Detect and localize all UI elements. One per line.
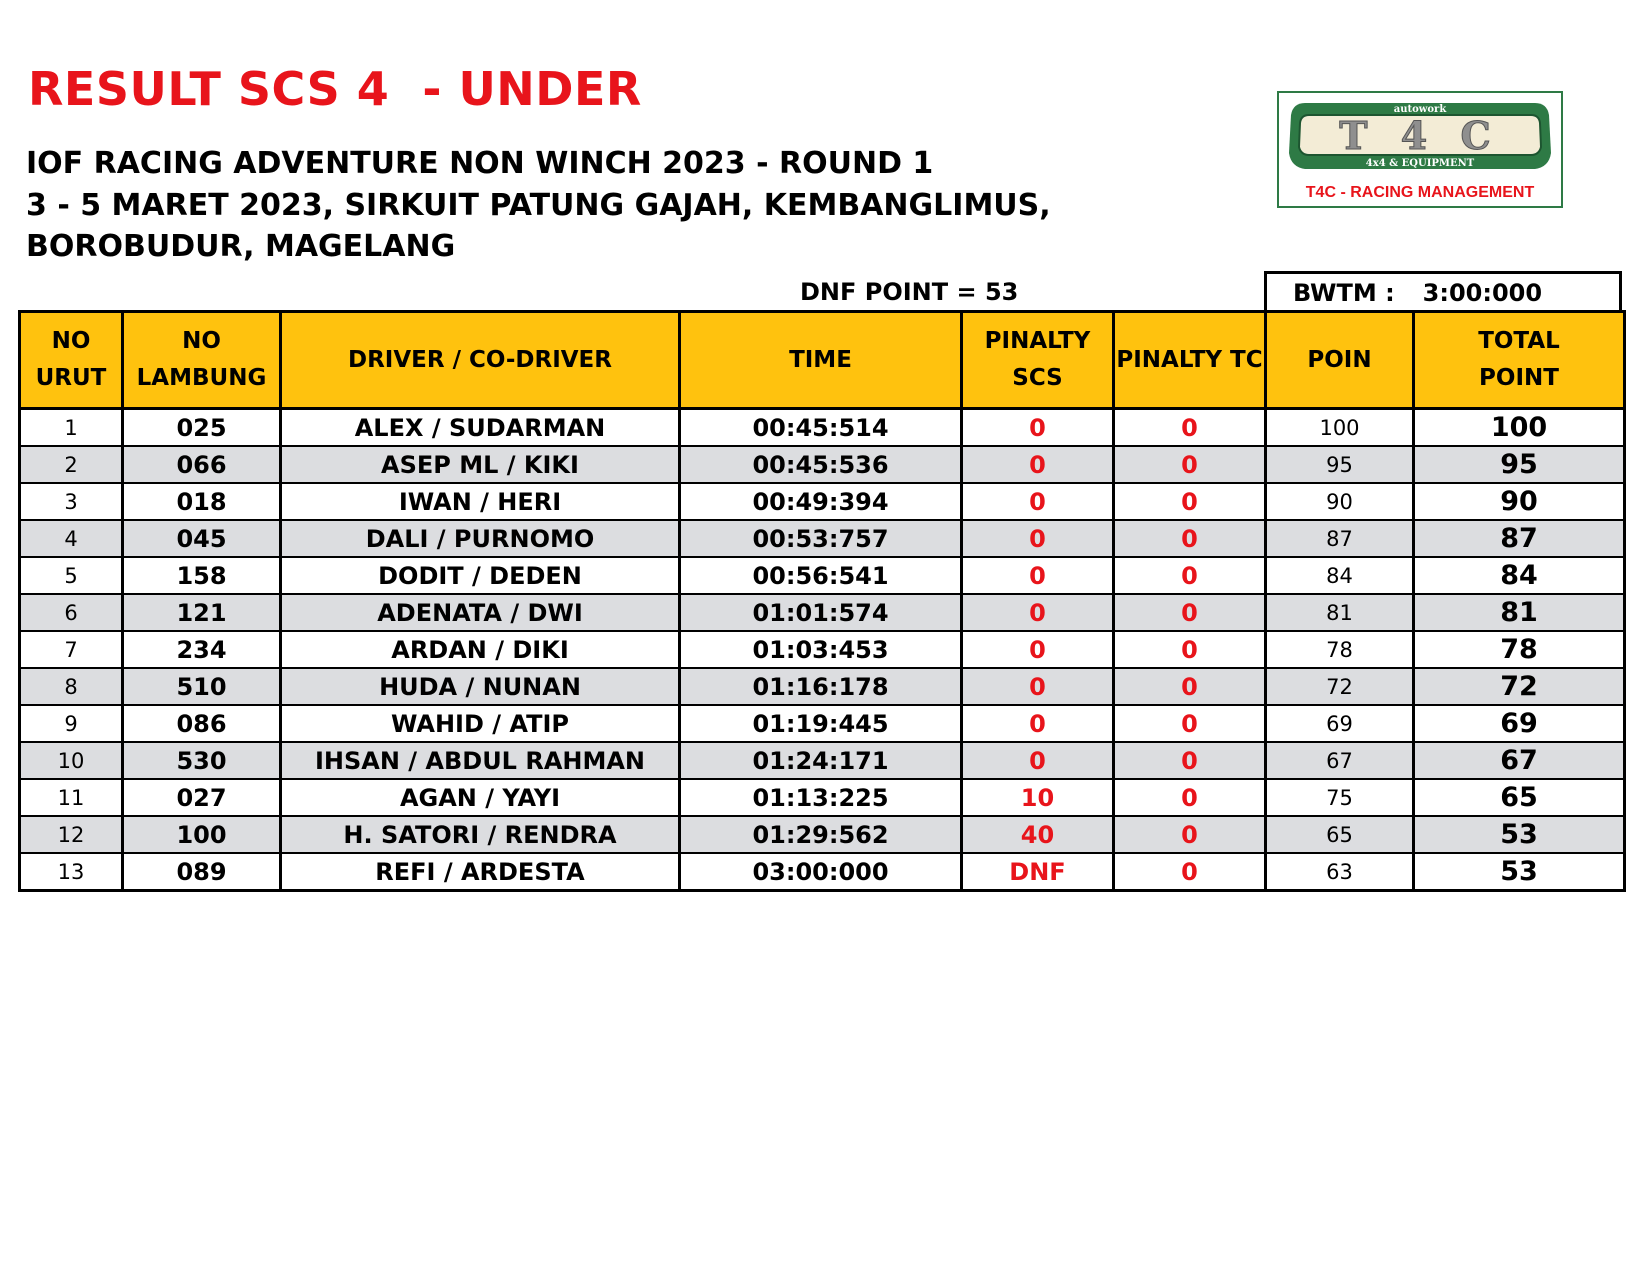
table-row: [20, 668, 1625, 705]
cell-pinalty-scs: 40: [962, 816, 1114, 853]
cell-total-point: 87: [1414, 520, 1625, 557]
cell-no-lambung: 158: [123, 557, 281, 594]
cell-pinalty-tc: 0: [1114, 557, 1266, 594]
col-no-urut: NO URUT: [20, 312, 123, 409]
cell-no-lambung: 234: [123, 631, 281, 668]
cell-pinalty-tc: 0: [1114, 853, 1266, 891]
cell-pinalty-scs: DNF: [962, 853, 1114, 891]
cell-driver: DODIT / DEDEN: [281, 557, 680, 594]
cell-poin: 65: [1266, 816, 1414, 853]
bwtm-label: BWTM :: [1293, 279, 1395, 307]
col-pinalty-scs: PINALTY SCS: [962, 312, 1114, 409]
cell-driver: HUDA / NUNAN: [281, 668, 680, 705]
cell-no-lambung: 089: [123, 853, 281, 891]
table-row: [20, 446, 1625, 483]
cell-pinalty-scs: 0: [962, 631, 1114, 668]
cell-pinalty-scs: 10: [962, 779, 1114, 816]
cell-no-urut: 11: [20, 779, 123, 816]
cell-total-point: 53: [1414, 853, 1625, 891]
cell-total-point: 100: [1414, 409, 1625, 447]
cell-no-urut: 1: [20, 409, 123, 447]
event-location-city: BOROBUDUR, MAGELANG: [26, 229, 456, 264]
cell-total-point: 72: [1414, 668, 1625, 705]
cell-total-point: 67: [1414, 742, 1625, 779]
event-name: IOF RACING ADVENTURE NON WINCH 2023 - ROUND 1: [26, 146, 934, 181]
col-total-point: TOTAL POINT: [1414, 312, 1625, 409]
cell-total-point: 69: [1414, 705, 1625, 742]
cell-pinalty-scs: 0: [962, 557, 1114, 594]
cell-poin: 100: [1266, 409, 1414, 447]
cell-time: 01:19:445: [680, 705, 962, 742]
dnf-label: DNF POINT =: [800, 278, 977, 306]
cell-total-point: 84: [1414, 557, 1625, 594]
bwtm-box: [1264, 271, 1622, 311]
cell-no-lambung: 121: [123, 594, 281, 631]
cell-no-urut: 7: [20, 631, 123, 668]
logo-bottom-text: 4x4 & EQUIPMENT: [1365, 158, 1475, 169]
col-pinalty-tc: PINALTY TC: [1114, 312, 1266, 409]
cell-no-lambung: 086: [123, 705, 281, 742]
logo-main-text: T 4 C: [1339, 113, 1501, 158]
cell-poin: 87: [1266, 520, 1414, 557]
cell-driver: ALEX / SUDARMAN: [281, 409, 680, 447]
cell-pinalty-scs: 0: [962, 520, 1114, 557]
cell-time: 01:29:562: [680, 816, 962, 853]
cell-poin: 95: [1266, 446, 1414, 483]
cell-time: 00:56:541: [680, 557, 962, 594]
cell-driver: AGAN / YAYI: [281, 779, 680, 816]
dnf-value: 53: [984, 278, 1019, 306]
cell-no-lambung: 025: [123, 409, 281, 447]
table-row: [20, 816, 1625, 853]
cell-pinalty-tc: 0: [1114, 742, 1266, 779]
cell-no-lambung: 530: [123, 742, 281, 779]
cell-time: 01:16:178: [680, 668, 962, 705]
header-row: [20, 312, 1625, 409]
cell-total-point: 78: [1414, 631, 1625, 668]
cell-driver: WAHID / ATIP: [281, 705, 680, 742]
cell-driver: REFI / ARDESTA: [281, 853, 680, 891]
cell-pinalty-tc: 0: [1114, 631, 1266, 668]
cell-total-point: 95: [1414, 446, 1625, 483]
cell-total-point: 90: [1414, 483, 1625, 520]
cell-no-lambung: 510: [123, 668, 281, 705]
cell-pinalty-tc: 0: [1114, 705, 1266, 742]
cell-time: 00:49:394: [680, 483, 962, 520]
cell-no-lambung: 045: [123, 520, 281, 557]
cell-pinalty-tc: 0: [1114, 594, 1266, 631]
cell-no-lambung: 100: [123, 816, 281, 853]
cell-pinalty-tc: 0: [1114, 446, 1266, 483]
cell-pinalty-scs: 0: [962, 483, 1114, 520]
bwtm-value: 3:00:000: [1422, 279, 1543, 307]
dnf-point: [800, 278, 1018, 306]
table-row: [20, 409, 1625, 447]
cell-poin: 63: [1266, 853, 1414, 891]
cell-no-lambung: 027: [123, 779, 281, 816]
cell-pinalty-tc: 0: [1114, 483, 1266, 520]
cell-pinalty-scs: 0: [962, 705, 1114, 742]
cell-no-urut: 12: [20, 816, 123, 853]
cell-time: 00:53:757: [680, 520, 962, 557]
cell-pinalty-scs: 0: [962, 742, 1114, 779]
cell-no-urut: 4: [20, 520, 123, 557]
cell-time: 01:03:453: [680, 631, 962, 668]
cell-no-urut: 8: [20, 668, 123, 705]
table-row: [20, 594, 1625, 631]
table-row: [20, 631, 1625, 668]
cell-total-point: 81: [1414, 594, 1625, 631]
cell-poin: 67: [1266, 742, 1414, 779]
col-poin: POIN: [1266, 312, 1414, 409]
col-time: TIME: [680, 312, 962, 409]
results-table: [18, 310, 1626, 892]
table-row: [20, 557, 1625, 594]
cell-poin: 78: [1266, 631, 1414, 668]
table-row: [20, 483, 1625, 520]
cell-pinalty-scs: 0: [962, 668, 1114, 705]
cell-time: 01:01:574: [680, 594, 962, 631]
cell-poin: 81: [1266, 594, 1414, 631]
cell-pinalty-tc: 0: [1114, 409, 1266, 447]
cell-time: 00:45:536: [680, 446, 962, 483]
cell-no-urut: 2: [20, 446, 123, 483]
cell-poin: 90: [1266, 483, 1414, 520]
table-row: [20, 705, 1625, 742]
table-row: [20, 779, 1625, 816]
cell-no-lambung: 018: [123, 483, 281, 520]
col-no-lambung: NO LAMBUNG: [123, 312, 281, 409]
cell-pinalty-tc: 0: [1114, 779, 1266, 816]
cell-pinalty-tc: 0: [1114, 668, 1266, 705]
cell-time: 00:45:514: [680, 409, 962, 447]
cell-no-lambung: 066: [123, 446, 281, 483]
t4c-logo-emblem: [1279, 93, 1561, 181]
table-row: [20, 742, 1625, 779]
cell-no-urut: 5: [20, 557, 123, 594]
cell-poin: 75: [1266, 779, 1414, 816]
t4c-logo: [1277, 91, 1563, 208]
cell-driver: ADENATA / DWI: [281, 594, 680, 631]
cell-no-urut: 13: [20, 853, 123, 891]
table-row: [20, 853, 1625, 891]
cell-driver: ARDAN / DIKI: [281, 631, 680, 668]
table-row: [20, 520, 1625, 557]
cell-total-point: 53: [1414, 816, 1625, 853]
cell-poin: 84: [1266, 557, 1414, 594]
cell-pinalty-tc: 0: [1114, 816, 1266, 853]
cell-driver: H. SATORI / RENDRA: [281, 816, 680, 853]
cell-poin: 69: [1266, 705, 1414, 742]
cell-poin: 72: [1266, 668, 1414, 705]
logo-top-text: autowork: [1393, 104, 1447, 115]
cell-time: 03:00:000: [680, 853, 962, 891]
cell-total-point: 65: [1414, 779, 1625, 816]
col-driver: DRIVER / CO-DRIVER: [281, 312, 680, 409]
cell-no-urut: 10: [20, 742, 123, 779]
cell-no-urut: 6: [20, 594, 123, 631]
cell-pinalty-scs: 0: [962, 409, 1114, 447]
cell-driver: IHSAN / ABDUL RAHMAN: [281, 742, 680, 779]
cell-pinalty-scs: 0: [962, 446, 1114, 483]
cell-pinalty-tc: 0: [1114, 520, 1266, 557]
event-date-location: 3 - 5 MARET 2023, SIRKUIT PATUNG GAJAH, KEMBANGLIMUS,: [26, 188, 1051, 223]
cell-driver: ASEP ML / KIKI: [281, 446, 680, 483]
cell-pinalty-scs: 0: [962, 594, 1114, 631]
cell-no-urut: 9: [20, 705, 123, 742]
page-title: RESULT SCS 4 - UNDER: [28, 62, 642, 116]
logo-caption: T4C - RACING MANAGEMENT: [1305, 184, 1535, 201]
cell-time: 01:13:225: [680, 779, 962, 816]
cell-driver: IWAN / HERI: [281, 483, 680, 520]
cell-time: 01:24:171: [680, 742, 962, 779]
cell-no-urut: 3: [20, 483, 123, 520]
cell-driver: DALI / PURNOMO: [281, 520, 680, 557]
